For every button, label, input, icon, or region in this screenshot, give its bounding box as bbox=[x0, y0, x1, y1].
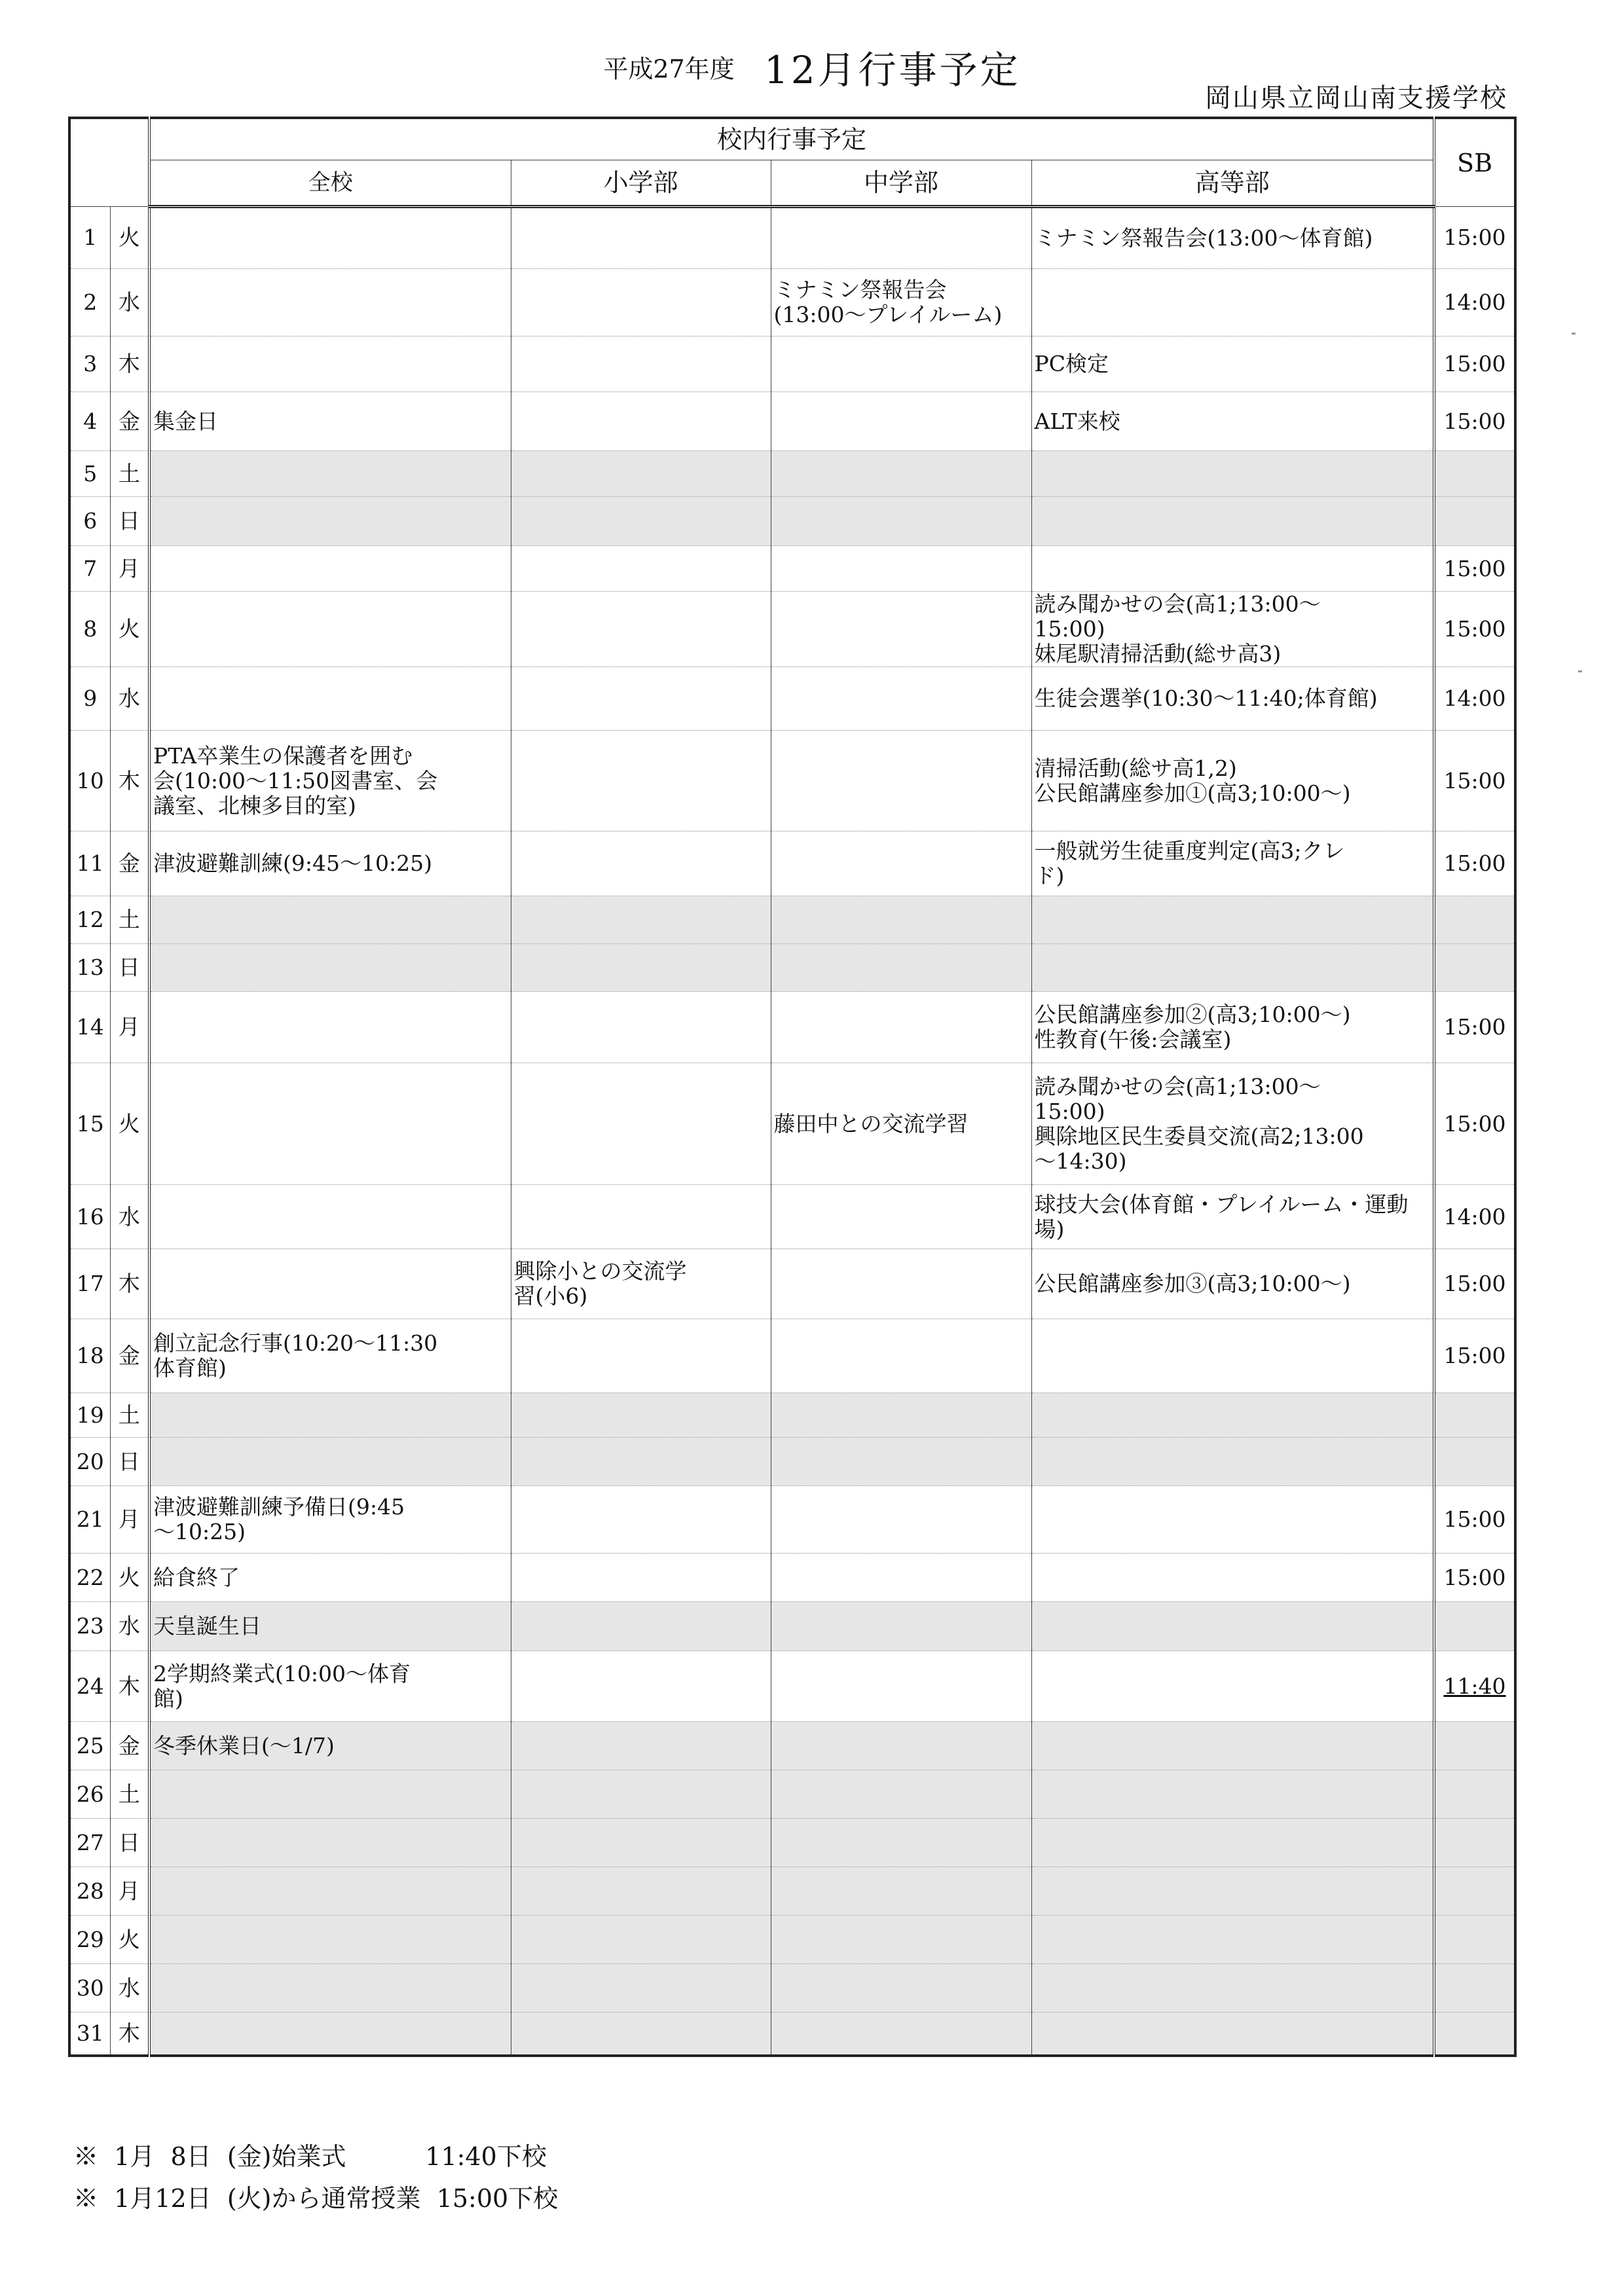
day-number: 9 bbox=[69, 667, 110, 731]
weekday: 木 bbox=[110, 2013, 149, 2056]
day-number: 12 bbox=[69, 896, 110, 944]
sb-time: 15:00 bbox=[1434, 731, 1515, 831]
event-junior bbox=[771, 451, 1031, 497]
weekday: 木 bbox=[110, 1249, 149, 1319]
event-elementary bbox=[511, 896, 771, 944]
event-all bbox=[149, 207, 511, 269]
event-senior bbox=[1031, 1722, 1434, 1770]
fiscal-year: 平成27年度 bbox=[603, 54, 735, 84]
day-number: 3 bbox=[69, 337, 110, 392]
sb-time bbox=[1434, 1770, 1515, 1819]
event-all bbox=[149, 1393, 511, 1438]
schedule-row bbox=[69, 1722, 1515, 1770]
event-elementary bbox=[511, 337, 771, 392]
weekday: 木 bbox=[110, 731, 149, 831]
day-number: 18 bbox=[69, 1319, 110, 1393]
event-junior bbox=[771, 1819, 1031, 1867]
sb-time bbox=[1434, 497, 1515, 546]
event-senior bbox=[1031, 1867, 1434, 1916]
weekday: 日 bbox=[110, 1819, 149, 1867]
sb-time: 11:40 bbox=[1434, 1651, 1515, 1722]
day-number: 13 bbox=[69, 944, 110, 992]
event-elementary bbox=[511, 392, 771, 451]
event-senior bbox=[1031, 451, 1434, 497]
event-senior bbox=[1031, 1770, 1434, 1819]
event-all: 津波避難訓練(9:45～10:25) bbox=[149, 831, 511, 896]
event-elementary bbox=[511, 1867, 771, 1916]
event-junior bbox=[771, 337, 1031, 392]
schedule-row bbox=[69, 1249, 1515, 1319]
schedule-row bbox=[69, 497, 1515, 546]
note-line: ※ 1月 8日 (金)始業式 11:40下校 bbox=[73, 2142, 547, 2171]
weekday: 土 bbox=[110, 1770, 149, 1819]
event-senior: 公民館講座参加③(高3;10:00～) bbox=[1031, 1249, 1434, 1319]
event-elementary bbox=[511, 1819, 771, 1867]
sb-time: 15:00 bbox=[1434, 992, 1515, 1063]
schedule-row bbox=[69, 392, 1515, 451]
event-junior bbox=[771, 1964, 1031, 2013]
event-junior bbox=[771, 497, 1031, 546]
event-senior: PC検定 bbox=[1031, 337, 1434, 392]
event-junior bbox=[771, 2013, 1031, 2056]
schedule-row bbox=[69, 1063, 1515, 1185]
event-all: 冬季休業日(～1/7) bbox=[149, 1722, 511, 1770]
event-junior bbox=[771, 1486, 1031, 1554]
event-elementary bbox=[511, 944, 771, 992]
weekday: 日 bbox=[110, 1438, 149, 1486]
event-elementary bbox=[511, 1916, 771, 1964]
day-number: 25 bbox=[69, 1722, 110, 1770]
schedule-row bbox=[69, 546, 1515, 592]
event-senior bbox=[1031, 1319, 1434, 1393]
sb-time bbox=[1434, 1722, 1515, 1770]
schedule-row bbox=[69, 1185, 1515, 1249]
sb-time bbox=[1434, 1393, 1515, 1438]
event-senior bbox=[1031, 1964, 1434, 2013]
day-number: 26 bbox=[69, 1770, 110, 1819]
header-senior: 高等部 bbox=[1031, 160, 1434, 207]
sb-time: 15:00 bbox=[1434, 1486, 1515, 1554]
weekday: 水 bbox=[110, 269, 149, 337]
schedule-row bbox=[69, 896, 1515, 944]
event-senior bbox=[1031, 1554, 1434, 1602]
event-junior bbox=[771, 944, 1031, 992]
event-all bbox=[149, 896, 511, 944]
weekday: 月 bbox=[110, 546, 149, 592]
sb-time bbox=[1434, 944, 1515, 992]
header-corner bbox=[69, 118, 149, 207]
event-senior bbox=[1031, 1438, 1434, 1486]
event-all bbox=[149, 337, 511, 392]
event-all bbox=[149, 944, 511, 992]
weekday: 土 bbox=[110, 896, 149, 944]
sb-time bbox=[1434, 1819, 1515, 1867]
event-all bbox=[149, 1770, 511, 1819]
day-number: 28 bbox=[69, 1867, 110, 1916]
event-junior bbox=[771, 1438, 1031, 1486]
weekday: 木 bbox=[110, 337, 149, 392]
sb-time: 14:00 bbox=[1434, 269, 1515, 337]
event-junior bbox=[771, 1916, 1031, 1964]
schedule-row bbox=[69, 1770, 1515, 1819]
day-number: 10 bbox=[69, 731, 110, 831]
event-senior bbox=[1031, 1651, 1434, 1722]
event-all bbox=[149, 546, 511, 592]
event-senior bbox=[1031, 1393, 1434, 1438]
sb-time: 15:00 bbox=[1434, 392, 1515, 451]
weekday: 日 bbox=[110, 944, 149, 992]
weekday: 金 bbox=[110, 1722, 149, 1770]
sb-time bbox=[1434, 2013, 1515, 2056]
event-junior bbox=[771, 1249, 1031, 1319]
event-elementary bbox=[511, 207, 771, 269]
event-elementary bbox=[511, 1964, 771, 2013]
weekday: 水 bbox=[110, 1964, 149, 2013]
schedule-row bbox=[69, 1964, 1515, 2013]
school-name: 岡山県立岡山南支援学校 bbox=[1205, 83, 1507, 113]
schedule-row bbox=[69, 451, 1515, 497]
header-elementary: 小学部 bbox=[511, 160, 771, 207]
sb-time bbox=[1434, 1438, 1515, 1486]
schedule-row bbox=[69, 944, 1515, 992]
weekday: 火 bbox=[110, 207, 149, 269]
schedule-row bbox=[69, 337, 1515, 392]
sb-time: 15:00 bbox=[1434, 1249, 1515, 1319]
day-number: 7 bbox=[69, 546, 110, 592]
event-senior: 一般就労生徒重度判定(高3;クレ ド) bbox=[1031, 831, 1434, 896]
event-all bbox=[149, 269, 511, 337]
event-elementary bbox=[511, 2013, 771, 2056]
event-junior bbox=[771, 1867, 1031, 1916]
weekday: 土 bbox=[110, 1393, 149, 1438]
sb-time bbox=[1434, 451, 1515, 497]
event-all bbox=[149, 592, 511, 667]
event-elementary bbox=[511, 1554, 771, 1602]
day-number: 16 bbox=[69, 1185, 110, 1249]
sb-time: 15:00 bbox=[1434, 592, 1515, 667]
schedule-row bbox=[69, 1867, 1515, 1916]
header-group: 校内行事予定 bbox=[149, 118, 1434, 160]
event-elementary bbox=[511, 1063, 771, 1185]
schedule-row bbox=[69, 1602, 1515, 1651]
schedule-row bbox=[69, 269, 1515, 337]
event-junior bbox=[771, 1770, 1031, 1819]
schedule-row bbox=[69, 1438, 1515, 1486]
schedule-row bbox=[69, 1486, 1515, 1554]
event-elementary bbox=[511, 1438, 771, 1486]
event-junior bbox=[771, 1722, 1031, 1770]
event-all bbox=[149, 667, 511, 731]
schedule-row bbox=[69, 992, 1515, 1063]
weekday: 月 bbox=[110, 1867, 149, 1916]
event-all bbox=[149, 1063, 511, 1185]
event-all: PTA卒業生の保護者を囲む 会(10:00～11:50図書室、会 議室、北棟多目的室) bbox=[149, 731, 511, 831]
day-number: 4 bbox=[69, 392, 110, 451]
schedule-row bbox=[69, 831, 1515, 896]
sb-time: 15:00 bbox=[1434, 207, 1515, 269]
event-senior: 清掃活動(総サ高1,2) 公民館講座参加①(高3;10:00～) bbox=[1031, 731, 1434, 831]
schedule-row bbox=[69, 667, 1515, 731]
day-number: 24 bbox=[69, 1651, 110, 1722]
day-number: 8 bbox=[69, 592, 110, 667]
event-elementary bbox=[511, 1319, 771, 1393]
event-all bbox=[149, 497, 511, 546]
event-all bbox=[149, 1185, 511, 1249]
schedule-row bbox=[69, 1393, 1515, 1438]
event-senior: 球技大会(体育館・プレイルーム・運動 場) bbox=[1031, 1185, 1434, 1249]
day-number: 29 bbox=[69, 1916, 110, 1964]
day-number: 19 bbox=[69, 1393, 110, 1438]
scan-speck bbox=[1572, 333, 1576, 335]
event-junior bbox=[771, 896, 1031, 944]
day-number: 6 bbox=[69, 497, 110, 546]
sb-time: 15:00 bbox=[1434, 337, 1515, 392]
event-junior bbox=[771, 1602, 1031, 1651]
event-junior bbox=[771, 1651, 1031, 1722]
event-senior bbox=[1031, 546, 1434, 592]
weekday: 水 bbox=[110, 1185, 149, 1249]
event-elementary bbox=[511, 1651, 771, 1722]
weekday: 金 bbox=[110, 831, 149, 896]
schedule-row bbox=[69, 207, 1515, 269]
event-elementary bbox=[511, 1486, 771, 1554]
day-number: 1 bbox=[69, 207, 110, 269]
event-elementary bbox=[511, 831, 771, 896]
event-all bbox=[149, 451, 511, 497]
sb-time: 15:00 bbox=[1434, 1063, 1515, 1185]
event-senior: 読み聞かせの会(高1;13:00～ 15:00) 妹尾駅清掃活動(総サ高3) bbox=[1031, 592, 1434, 667]
event-junior bbox=[771, 992, 1031, 1063]
day-number: 30 bbox=[69, 1964, 110, 2013]
event-elementary bbox=[511, 992, 771, 1063]
event-all bbox=[149, 1867, 511, 1916]
day-number: 27 bbox=[69, 1819, 110, 1867]
event-elementary bbox=[511, 1393, 771, 1438]
sb-time bbox=[1434, 1964, 1515, 2013]
event-senior bbox=[1031, 497, 1434, 546]
sb-time bbox=[1434, 896, 1515, 944]
schedule-row bbox=[69, 1819, 1515, 1867]
event-all bbox=[149, 1916, 511, 1964]
event-elementary bbox=[511, 497, 771, 546]
event-all: 創立記念行事(10:20～11:30 体育館) bbox=[149, 1319, 511, 1393]
event-senior: 生徒会選挙(10:30～11:40;体育館) bbox=[1031, 667, 1434, 731]
event-junior bbox=[771, 731, 1031, 831]
event-senior: ミナミン祭報告会(13:00～体育館) bbox=[1031, 207, 1434, 269]
event-all bbox=[149, 1249, 511, 1319]
event-all: 津波避難訓練予備日(9:45 ～10:25) bbox=[149, 1486, 511, 1554]
schedule-row bbox=[69, 1554, 1515, 1602]
sb-time bbox=[1434, 1867, 1515, 1916]
weekday: 水 bbox=[110, 1602, 149, 1651]
weekday: 火 bbox=[110, 1916, 149, 1964]
schedule-row bbox=[69, 1916, 1515, 1964]
day-number: 20 bbox=[69, 1438, 110, 1486]
event-junior bbox=[771, 592, 1031, 667]
event-senior: ALT来校 bbox=[1031, 392, 1434, 451]
day-number: 5 bbox=[69, 451, 110, 497]
event-elementary bbox=[511, 546, 771, 592]
weekday: 月 bbox=[110, 992, 149, 1063]
header-junior: 中学部 bbox=[771, 160, 1031, 207]
page-title: 12月行事予定 bbox=[764, 48, 1021, 92]
event-junior bbox=[771, 546, 1031, 592]
event-senior bbox=[1031, 896, 1434, 944]
sb-time: 15:00 bbox=[1434, 1319, 1515, 1393]
sb-time: 14:00 bbox=[1434, 1185, 1515, 1249]
event-elementary bbox=[511, 592, 771, 667]
event-all bbox=[149, 992, 511, 1063]
schedule-table bbox=[68, 117, 1517, 2057]
event-elementary bbox=[511, 1602, 771, 1651]
day-number: 31 bbox=[69, 2013, 110, 2056]
sb-time bbox=[1434, 1916, 1515, 1964]
event-all bbox=[149, 1964, 511, 2013]
weekday: 土 bbox=[110, 451, 149, 497]
event-senior bbox=[1031, 1486, 1434, 1554]
schedule-row bbox=[69, 592, 1515, 667]
sb-time: 15:00 bbox=[1434, 831, 1515, 896]
event-senior: 公民館講座参加②(高3;10:00～) 性教育(午後:会議室) bbox=[1031, 992, 1434, 1063]
weekday: 金 bbox=[110, 1319, 149, 1393]
event-senior bbox=[1031, 1602, 1434, 1651]
event-elementary: 興除小との交流学 習(小6) bbox=[511, 1249, 771, 1319]
weekday: 水 bbox=[110, 667, 149, 731]
day-number: 17 bbox=[69, 1249, 110, 1319]
event-elementary bbox=[511, 1722, 771, 1770]
weekday: 火 bbox=[110, 1063, 149, 1185]
event-elementary bbox=[511, 1770, 771, 1819]
schedule-row bbox=[69, 1651, 1515, 1722]
event-elementary bbox=[511, 667, 771, 731]
event-all bbox=[149, 2013, 511, 2056]
day-number: 15 bbox=[69, 1063, 110, 1185]
weekday: 火 bbox=[110, 1554, 149, 1602]
event-senior bbox=[1031, 944, 1434, 992]
sb-time bbox=[1434, 1602, 1515, 1651]
event-junior: ミナミン祭報告会 (13:00～プレイルーム) bbox=[771, 269, 1031, 337]
event-all: 2学期終業式(10:00～体育 館) bbox=[149, 1651, 511, 1722]
schedule-row bbox=[69, 2013, 1515, 2056]
header-sb: SB bbox=[1434, 118, 1515, 207]
event-all: 集金日 bbox=[149, 392, 511, 451]
event-junior bbox=[771, 1185, 1031, 1249]
event-all: 天皇誕生日 bbox=[149, 1602, 511, 1651]
weekday: 日 bbox=[110, 497, 149, 546]
event-junior bbox=[771, 1554, 1031, 1602]
weekday: 金 bbox=[110, 392, 149, 451]
event-elementary bbox=[511, 451, 771, 497]
event-elementary bbox=[511, 731, 771, 831]
event-all: 給食終了 bbox=[149, 1554, 511, 1602]
event-junior bbox=[771, 207, 1031, 269]
schedule-row bbox=[69, 1319, 1515, 1393]
event-elementary bbox=[511, 1185, 771, 1249]
sb-time: 14:00 bbox=[1434, 667, 1515, 731]
event-junior: 藤田中との交流学習 bbox=[771, 1063, 1031, 1185]
day-number: 21 bbox=[69, 1486, 110, 1554]
sb-time: 15:00 bbox=[1434, 546, 1515, 592]
event-elementary bbox=[511, 269, 771, 337]
event-junior bbox=[771, 831, 1031, 896]
event-junior bbox=[771, 392, 1031, 451]
event-senior bbox=[1031, 269, 1434, 337]
day-number: 14 bbox=[69, 992, 110, 1063]
event-senior bbox=[1031, 2013, 1434, 2056]
footer-notes bbox=[73, 2136, 558, 2219]
day-number: 2 bbox=[69, 269, 110, 337]
note-line: ※ 1月12日 (火)から通常授業 15:00下校 bbox=[73, 2184, 559, 2213]
weekday: 木 bbox=[110, 1651, 149, 1722]
event-junior bbox=[771, 1393, 1031, 1438]
sb-time: 15:00 bbox=[1434, 1554, 1515, 1602]
event-senior bbox=[1031, 1819, 1434, 1867]
scan-speck bbox=[1578, 670, 1582, 672]
event-junior bbox=[771, 1319, 1031, 1393]
event-all bbox=[149, 1819, 511, 1867]
event-senior bbox=[1031, 1916, 1434, 1964]
event-all bbox=[149, 1438, 511, 1486]
day-number: 11 bbox=[69, 831, 110, 896]
day-number: 23 bbox=[69, 1602, 110, 1651]
event-junior bbox=[771, 667, 1031, 731]
weekday: 火 bbox=[110, 592, 149, 667]
schedule-row bbox=[69, 731, 1515, 831]
event-senior: 読み聞かせの会(高1;13:00～ 15:00) 興除地区民生委員交流(高2;13:00 ～14:30) bbox=[1031, 1063, 1434, 1185]
weekday: 月 bbox=[110, 1486, 149, 1554]
header-all: 全校 bbox=[149, 160, 511, 207]
day-number: 22 bbox=[69, 1554, 110, 1602]
